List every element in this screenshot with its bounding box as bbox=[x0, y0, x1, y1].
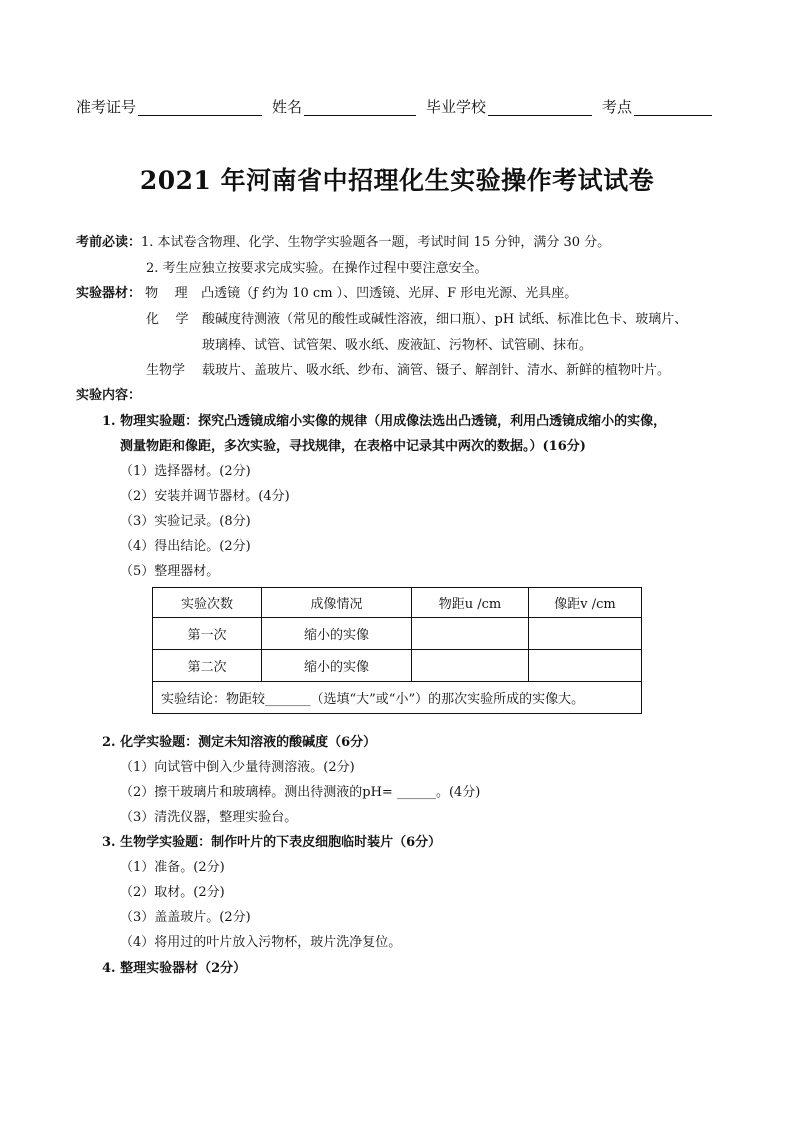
chemistry-equipment-2: 玻璃棒、试管、试管架、吸水纸、废液缸、污物杯、试管刷、抹布。 bbox=[202, 338, 593, 353]
notice-item-1: 1. 本试卷含物理、化学、生物学实验题各一题，考试时间 15 分钟，满分 30 分。 bbox=[141, 235, 611, 250]
q3-step: （3）盖盖玻片。(2分) bbox=[120, 910, 251, 925]
notice-line-1 bbox=[76, 234, 610, 252]
equipment-label: 实验器材： bbox=[76, 286, 142, 301]
biology-equipment: 载玻片、盖玻片、吸水纸、纱布、滴管、镊子、解剖针、清水、新鲜的植物叶片。 bbox=[202, 363, 671, 378]
school-label: 毕业学校 bbox=[426, 98, 487, 116]
experiment-record-table bbox=[152, 587, 642, 714]
candidate-info-line bbox=[76, 98, 718, 116]
q3-title: 3. 生物学实验题：制作叶片的下表皮细胞临时装片（6分） bbox=[102, 835, 442, 850]
page-title: 2021 年河南省中招理化生实验操作考试试卷 bbox=[139, 166, 655, 195]
table-conclusion: 实验结论：物距较_______（选填“大”或“小”）的那次实验所成的实像大。 bbox=[153, 682, 642, 714]
q1-step: （3）实验记录。(8分) bbox=[120, 514, 251, 529]
biology-label: 生物学 bbox=[146, 363, 186, 378]
name-label: 姓名 bbox=[272, 98, 303, 116]
q2-step: （2）擦干玻璃片和玻璃棒。测出待测液的pH= ______。(4分) bbox=[120, 785, 481, 800]
q2-step: （3）清洗仪器，整理实验台。 bbox=[120, 810, 298, 825]
table-cell-image-distance bbox=[529, 650, 642, 682]
table-header-cell: 物距u /cm bbox=[412, 588, 529, 618]
table-row bbox=[153, 650, 642, 682]
table-cell: 第二次 bbox=[153, 650, 262, 682]
table-cell: 第一次 bbox=[153, 618, 262, 650]
equipment-biology-line bbox=[146, 362, 670, 380]
table-header-cell: 成像情况 bbox=[262, 588, 412, 618]
q1-step: （4）得出结论。(2分) bbox=[120, 539, 251, 554]
table-cell: 缩小的实像 bbox=[262, 618, 412, 650]
q1-title-1: 1. 物理实验题：探究凸透镜成缩小实像的规律（用成像法选出凸透镜，利用凸透镜成缩小的实像， bbox=[102, 414, 667, 429]
chemistry-equipment-1: 酸碱度待测液（常见的酸性或碱性溶液，细口瓶）、pH 试纸、标准比色卡、玻璃片、 bbox=[202, 312, 688, 327]
table-cell-object-distance bbox=[412, 618, 529, 650]
chemistry-label: 化 学 bbox=[146, 312, 189, 327]
school-blank bbox=[488, 99, 592, 116]
equipment-physics-line bbox=[76, 285, 577, 303]
notice-label: 考前必读： bbox=[76, 235, 142, 250]
q4-title: 4. 整理实验器材（2分） bbox=[102, 961, 247, 976]
site-label: 考点 bbox=[602, 98, 633, 116]
exam-id-blank bbox=[138, 99, 262, 116]
table-cell-object-distance bbox=[412, 650, 529, 682]
q3-step: （1）准备。(2分) bbox=[120, 860, 225, 875]
notice-item-2: 2. 考生应独立按要求完成实验。在操作过程中要注意安全。 bbox=[146, 261, 488, 276]
q3-step: （4）将用过的叶片放入污物杯，玻片洗净复位。 bbox=[120, 935, 402, 950]
q2-step: （1）向试管中倒入少量待测溶液。(2分) bbox=[120, 760, 355, 775]
exam-id-label: 准考证号 bbox=[76, 98, 137, 116]
site-blank bbox=[634, 99, 712, 116]
physics-equipment: 凸透镜（ƒ 约为 10 cm ）、凹透镜、光屏、F 形电光源、光具座。 bbox=[201, 286, 578, 301]
table-cell: 缩小的实像 bbox=[262, 650, 412, 682]
q2-title: 2. 化学实验题：测定未知溶液的酸碱度（6分） bbox=[102, 735, 377, 750]
physics-label: 物 理 bbox=[145, 286, 188, 301]
equipment-chemistry-line bbox=[146, 311, 687, 329]
table-header-cell: 像距v /cm bbox=[529, 588, 642, 618]
table-row bbox=[153, 618, 642, 650]
name-blank bbox=[304, 99, 416, 116]
q1-step: （5）整理器材。 bbox=[120, 564, 220, 579]
q1-title-2: 测量物距和像距，多次实验，寻找规律，在表格中记录其中两次的数据。）(16分) bbox=[120, 439, 586, 454]
q3-step: （2）取材。(2分) bbox=[120, 885, 225, 900]
table-header-row bbox=[153, 588, 642, 618]
table-conclusion-row bbox=[153, 682, 642, 714]
content-label: 实验内容： bbox=[76, 388, 142, 403]
table-header-cell: 实验次数 bbox=[153, 588, 262, 618]
q1-step: （2）安装并调节器材。(4分) bbox=[120, 489, 290, 504]
q1-step: （1）选择器材。(2分) bbox=[120, 464, 251, 479]
table-cell-image-distance bbox=[529, 618, 642, 650]
